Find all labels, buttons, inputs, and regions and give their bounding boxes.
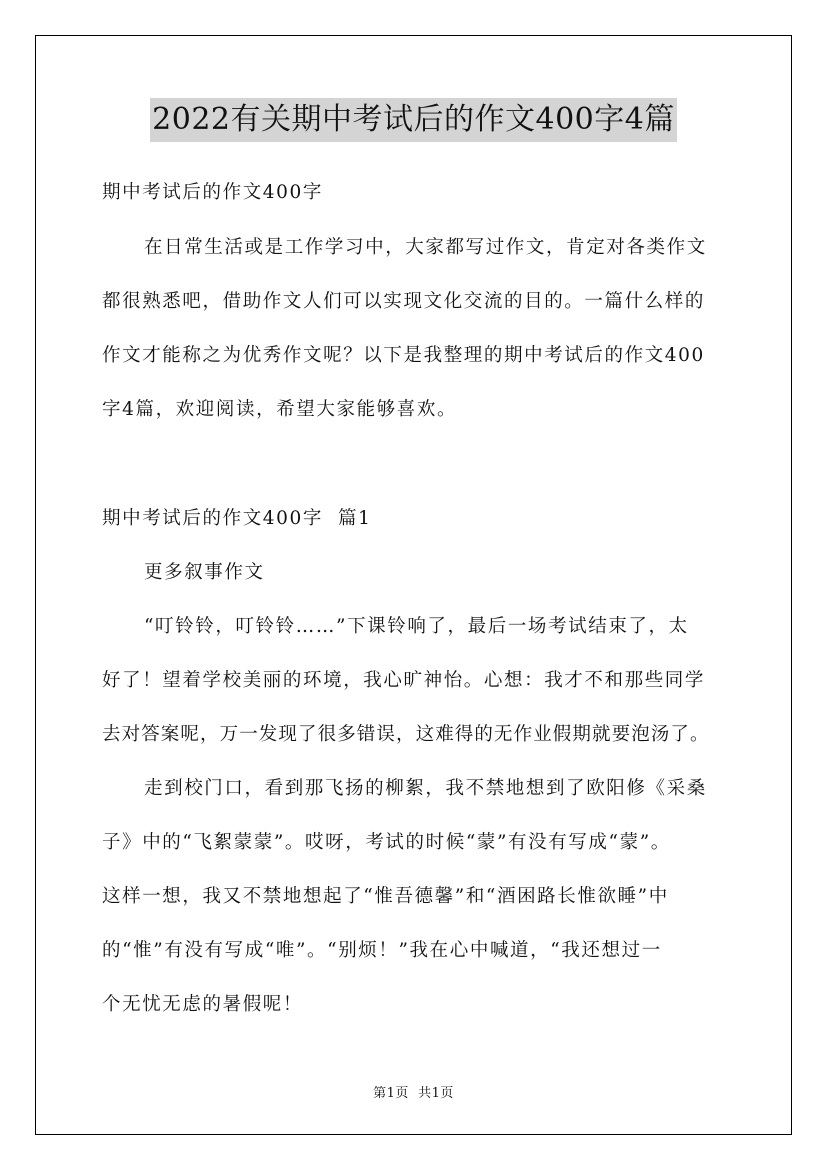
document-title: 2022有关期中考试后的作文400字4篇: [150, 98, 677, 142]
intro-line-2: 都很熟悉吧，借助作文人们可以实现文化交流的目的。一篇什么样的: [102, 291, 706, 312]
intro-line-4: 字4篇，欢迎阅读，希望大家能够喜欢。: [102, 399, 458, 420]
page-footer: 第1页 共1页: [373, 1086, 454, 1101]
para2-line-2: 子》中的“飞絮蒙蒙”。哎呀，考试的时候“蒙”有没有写成“蒙”。: [102, 832, 671, 853]
document-title-wrapper: [0, 98, 827, 142]
para1-line-3: 去对答案呢，万一发现了很多错误，这难得的无作业假期就要泡汤了。: [102, 724, 710, 745]
intro-line-3: 作文才能称之为优秀作文呢？以下是我整理的期中考试后的作文400: [102, 345, 705, 366]
para1-line-1: “叮铃铃，叮铃铃……”下课铃响了，最后一场考试结束了，太: [144, 616, 689, 637]
para2-line-5: 个无忧无虑的暑假呢！: [102, 994, 304, 1015]
para2-line-3: 这样一想，我又不禁地想起了“惟吾德馨”和“酒困路长惟欲睡”中: [102, 886, 669, 907]
intro-line-1: 在日常生活或是工作学习中，大家都写过作文，肯定对各类作文: [144, 237, 707, 258]
section-heading: 期中考试后的作文400字: [102, 182, 324, 203]
para2-line-4: 的“惟”有没有写成“唯”。“别烦！”我在心中喊道，“我还想过一: [102, 940, 662, 961]
para1-line-2: 好了！望着学校美丽的环境，我心旷神怡。心想：我才不和那些同学: [102, 670, 706, 691]
article-heading: 期中考试后的作文400字 篇1: [102, 508, 372, 529]
para2-line-1: 走到校门口，看到那飞扬的柳絮，我不禁地想到了欧阳修《采桑: [144, 778, 707, 799]
more-essays-link[interactable]: 更多叙事作文: [144, 562, 265, 583]
